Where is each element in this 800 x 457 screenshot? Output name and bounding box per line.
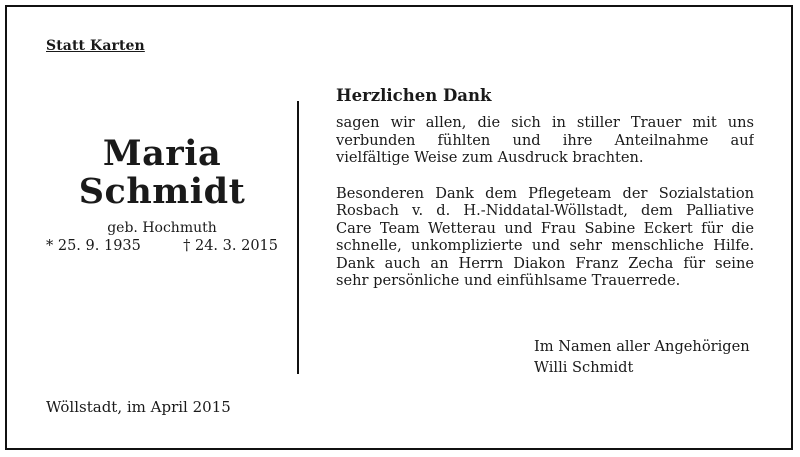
thanks-message <box>336 84 754 290</box>
deceased-birth-name: geb. Hochmuth <box>107 220 217 236</box>
place-and-date: Wöllstadt, im April 2015 <box>46 398 231 416</box>
deceased-name-block <box>46 135 278 237</box>
paragraph-line: sagen wir allen, die sich in stiller Trauer mit uns <box>336 114 754 131</box>
signature-line-1: Im Namen aller Angehörigen <box>534 338 750 355</box>
signature-name: Willi Schmidt <box>534 359 634 376</box>
birth-date: * 25. 9. 1935 <box>46 238 141 254</box>
vertical-divider <box>297 101 299 374</box>
death-date: † 24. 3. 2015 <box>183 238 278 254</box>
paragraph-line: schnelle, unkomplizierte und sehr menschliche Hilfe. <box>336 237 754 254</box>
paragraph-line: Besonderen Dank dem Pflegeteam der Sozialstation <box>336 184 754 202</box>
thanks-paragraph-2 <box>336 185 754 290</box>
thanks-heading: Herzlichen Dank <box>336 86 492 105</box>
paragraph-line: Care Team Wetterau und Frau Sabine Eckert für die <box>336 219 754 237</box>
thanks-paragraph-1 <box>336 114 754 167</box>
paragraph-line: verbunden fühlten und ihre Anteilnahme auf <box>336 131 754 149</box>
deceased-last-name: Schmidt <box>78 171 246 212</box>
life-dates <box>46 238 278 254</box>
deceased-first-name: Maria <box>102 133 222 174</box>
signature-block <box>534 336 750 378</box>
paragraph-line: Dank auch an Herrn Diakon Franz Zecha für seine <box>336 254 754 272</box>
paragraph-line: vielfältige Weise zum Ausdruck brachten. <box>336 149 644 166</box>
paragraph-line: Rosbach v. d. H.-Niddatal-Wöllstadt, dem Palliative <box>336 202 754 219</box>
statt-karten-note: Statt Karten <box>46 38 145 54</box>
paragraph-line: sehr persönliche und einfühlsame Trauerrede. <box>336 272 681 289</box>
